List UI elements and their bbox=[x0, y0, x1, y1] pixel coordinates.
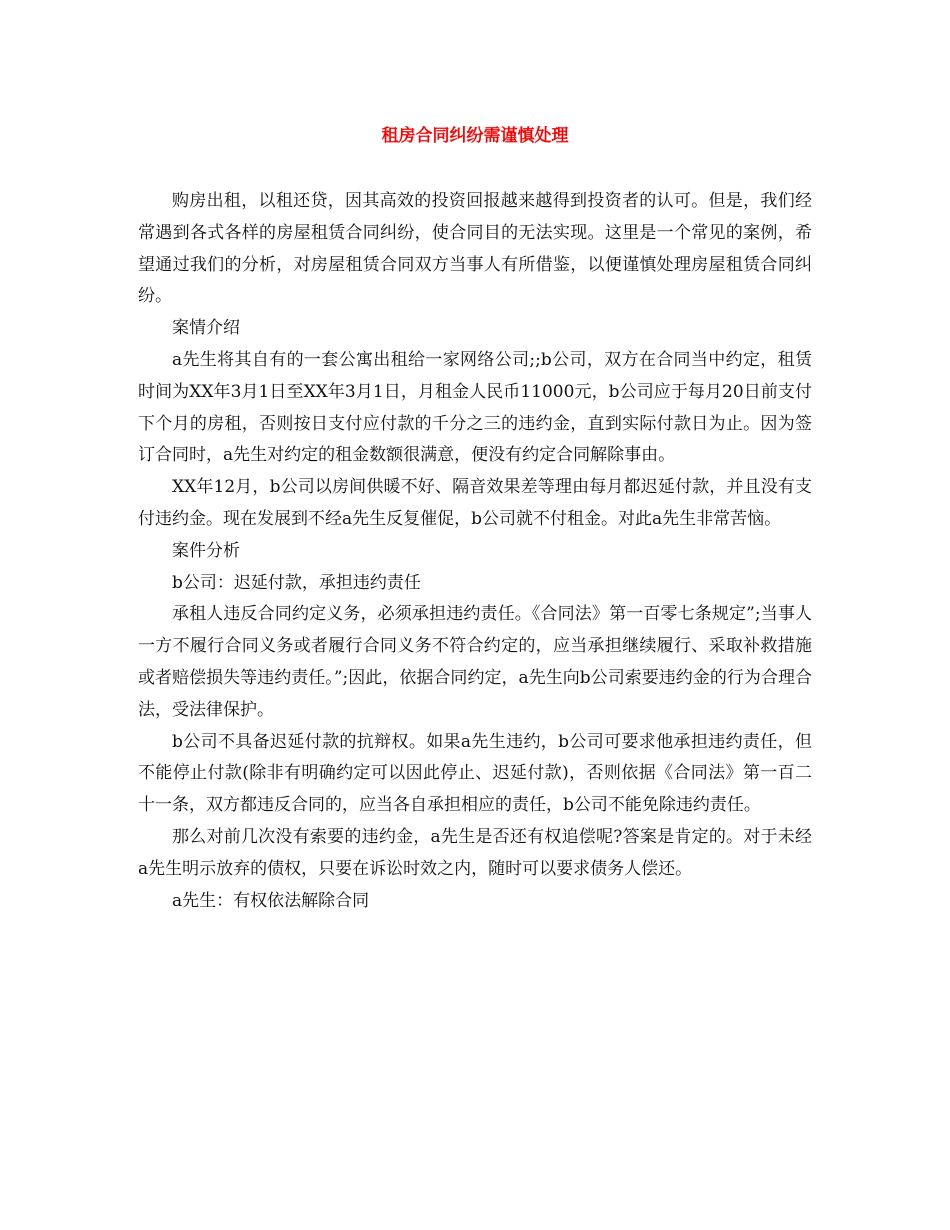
paragraph: 那么对前几次没有索要的违约金，a先生是否还有权追偿呢?答案是肯定的。对于未经a先生明示放弃的债权，只要在诉讼时效之内，随时可以要求债务人偿还。 bbox=[138, 826, 812, 879]
paragraph: a先生将其自有的一套公寓出租给一家网络公司;;b公司，双方在合同当中约定，租赁时间为XX年3月1日至XX年3月1日，月租金人民币11000元，b公司应于每月20日前支付下个月的房租，否则按日支付应付款的千分之三的违约金，直到实际付款日为止。因为签订合同时，a先生对约定的租金数额很满意，便没有约定合同解除事由。 bbox=[138, 349, 812, 466]
subsection-heading: b公司：迟延付款，承担违约责任 bbox=[172, 572, 421, 593]
paragraph: 承租人违反合同约定义务，必须承担违约责任。《合同法》第一百零七条规定”;当事人一方不履行合同义务或者履行合同义务不符合约定的，应当承担继续履行、采取补救措施或者赔偿损失等违约责任。”;因此，依据合同约定，a先生向b公司索要违约金的行为合理合法，受法律保护。 bbox=[138, 604, 812, 720]
document-body bbox=[138, 186, 812, 917]
paragraph: b公司不具备迟延付款的抗辩权。如果a先生违约，b公司可要求他承担违约责任，但不能停止付款(除非有明确约定可以因此停止、迟延付款)，否则依据《合同法》第一百二十一条，双方都违反合同的，应当各自承担相应的责任，b公司不能免除违约责任。 bbox=[138, 731, 812, 816]
section-heading: 案件分析 bbox=[172, 540, 240, 561]
section-heading: 案情介绍 bbox=[172, 318, 240, 339]
subsection-heading: a先生：有权依法解除合同 bbox=[172, 890, 370, 911]
paragraph: XX年12月，b公司以房间供暖不好、隔音效果差等理由每月都迟延付款，并且没有支付违约金。现在发展到不经a先生反复催促，b公司就不付租金。对此a先生非常苦恼。 bbox=[138, 477, 812, 529]
paragraph: 购房出租，以租还贷，因其高效的投资回报越来越得到投资者的认可。但是，我们经常遇到各式各样的房屋租赁合同纠纷，使合同目的无法实现。这里是一个常见的案例，希望通过我们的分析，对房屋租赁合同双方当事人有所借鉴，以便谨慎处理房屋租赁合同纠纷。 bbox=[138, 191, 812, 307]
document-title: 租房合同纠纷需谨慎处理 bbox=[381, 126, 569, 146]
